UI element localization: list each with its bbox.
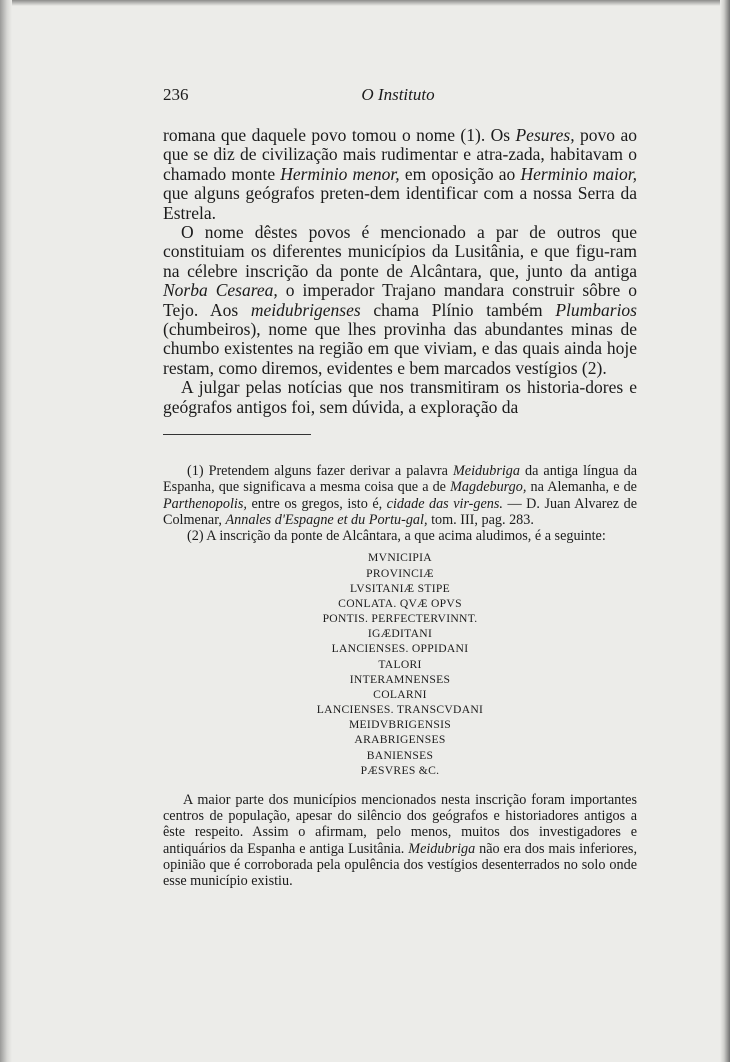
footnotes	[163, 463, 637, 890]
page-edge-right	[720, 0, 730, 1062]
footnote-2: (2) A inscrição da ponte de Alcântara, a que acima aludimos, é a seguinte:	[187, 528, 606, 545]
inscription-line: TALORI	[378, 657, 422, 671]
running-title: O Instituto	[361, 85, 435, 104]
closing-paragraph: A maior parte dos municípios mencionados nesta inscrição foram importantes centros de população, apesar do silêncio dos geógrafos e historiadores antigos a êste respeito. Assim o afirmam, pelo menos, muitos dos investigadores e antiquários da Espanha e antiga Lusitânia. Meidubriga não era dos mais inferiores, opinião que é corroborada pela opulência dos vestígios desenterrados no solo onde esse município existiu.	[163, 791, 637, 890]
inscription-line: BANIENSES	[366, 748, 434, 762]
footnote-1: (1) Pretendem alguns fazer derivar a palavra Meidubriga da antiga língua da Espanha, que significava a mesma coisa que a de Magdeburgo, na Alemanha, e de Parthenopolis, entre os gregos, isto é, cidade das vir-gens. — D. Juan Alvarez de Colmenar, Annales d'Espagne et du Portu-gal, tom. III, pag. 283.	[163, 463, 637, 528]
inscription-line: PROVINCIÆ	[366, 566, 434, 580]
paragraph-1: romana que daquele povo tomou o nome (1). Os Pesures, povo ao que se diz de civilização mais rudimentar e atra-zada, habitavam o chamado monte Herminio menor, em oposição ao Herminio maior, que alguns geógrafos preten-dem identificar com a nossa Serra da Estrela.	[163, 125, 638, 223]
inscription-line: COLARNI	[373, 687, 427, 701]
page-header	[163, 85, 633, 109]
inscription-line: MEIDVBRIGENSIS	[348, 718, 452, 732]
inscription-line: LVSITANIÆ STIPE	[349, 581, 451, 595]
footnote-closing	[163, 792, 637, 890]
page-edge-top	[0, 0, 730, 6]
page-number: 236	[163, 85, 189, 104]
inscription-line: PONTIS. PERFECTERVINNT.	[322, 612, 478, 626]
inscription-line: IGÆDITANI	[367, 627, 433, 641]
inscription-line: CONLATA. QVÆ OPVS	[338, 596, 462, 610]
paragraph-2: O nome dêstes povos é mencionado a par de outros que constituiam os diferentes municípios da Lusitânia, e que figu-ram na célebre inscrição da ponte de Alcântara, que, junto da antiga Norba Cesarea, o imperador Trajano mandara construir sôbre o Tejo. Aos meidubrigenses chama Plínio também Plumbarios (chumbeiros), nome que lhes provinha das abundantes minas de chumbo existentes na região em que viviam, e das quais ainda hoje restam, como diremos, evidentes e bem marcados vestígios (2).	[163, 222, 637, 378]
inscription-line: PÆSVRES &C.	[360, 763, 440, 777]
inscription-line: LANCIENSES. OPPIDANI	[331, 642, 469, 656]
inscription-line: LANCIENSES. TRANSCVDANI	[316, 703, 484, 717]
inscription-line: INTERAMNENSES	[349, 672, 451, 686]
page-edge-left	[0, 0, 12, 1062]
paragraph-3: A julgar pelas notícias que nos transmitiram os historia-dores e geógrafos antigos foi, sem dúvida, a exploração da	[163, 377, 637, 417]
inscription-line: ARABRIGENSES	[354, 733, 446, 747]
footnote-rule	[163, 434, 311, 435]
inscription-line: MVNICIPIA	[368, 551, 432, 565]
inscription	[163, 550, 637, 777]
body-text	[163, 126, 637, 417]
